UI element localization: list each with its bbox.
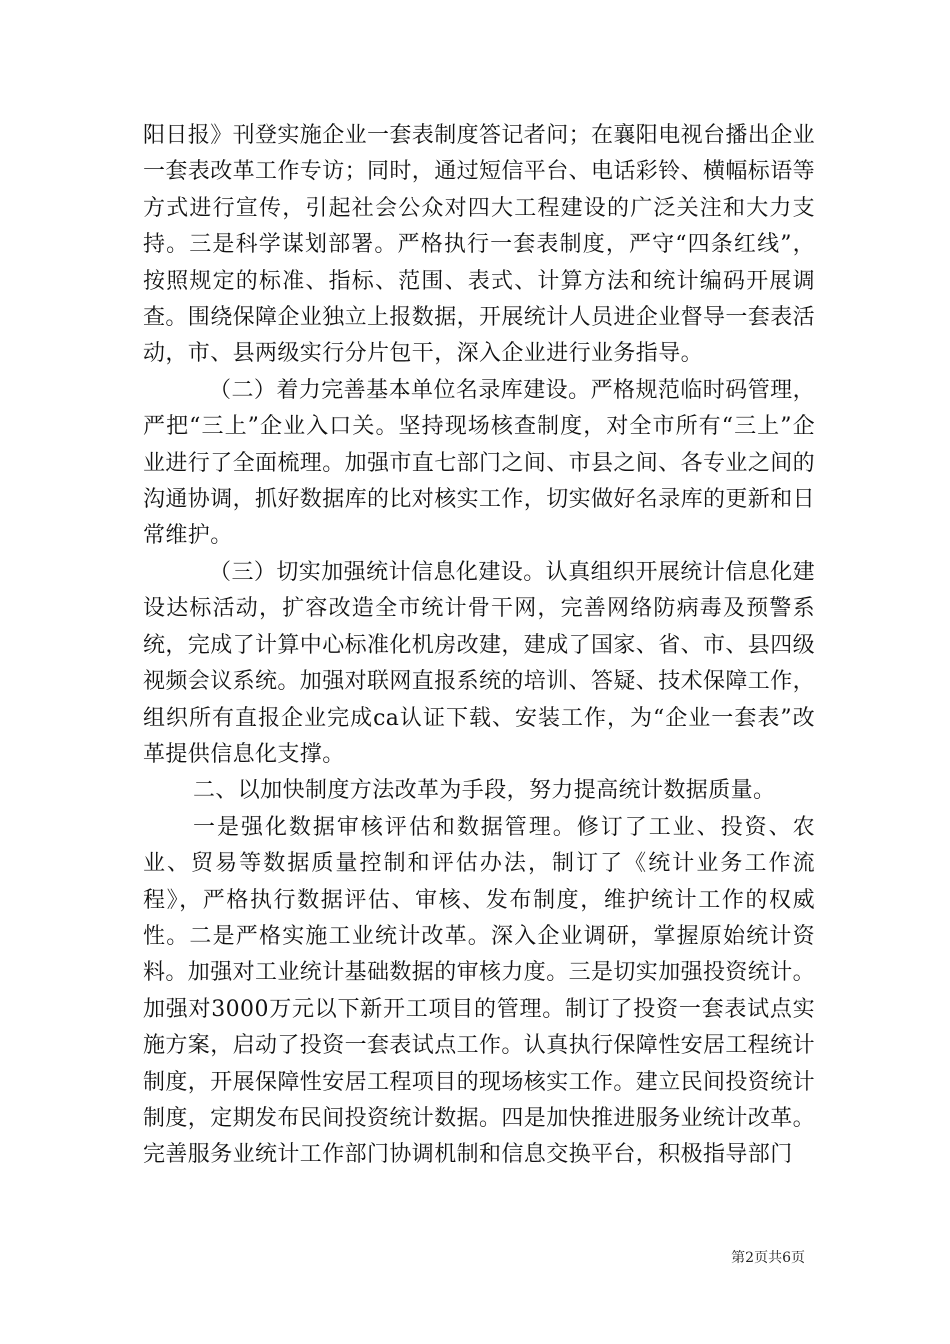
page-number: 第2页共6页	[731, 1250, 805, 1266]
paragraph-section-two: （二）着力完善基本单位名录库建设。严格规范临时码管理，严把“三上”企业入口关。坚持现场核查制度，对全市所有“三上”企业进行了全面梳理。加强市直七部门之间、市县之间、各专业之间的沟通协调，抓好数据库的比对核实工作，切实做好名录库的更新和日常维护。	[143, 377, 816, 549]
heading-second-part: 二、以加快制度方法改革为手段，努力提高统计数据质量。	[193, 778, 776, 804]
paragraph-section-three: （三）切实加强统计信息化建设。认真组织开展统计信息化建设达标活动，扩容改造全市统计骨干网，完善网络防病毒及预警系统，完成了计算中心标准化机房改建，建成了国家、省、市、县四级视频会议系统。加强对联网直报系统的培训、答疑、技术保障工作，组织所有直报企业完成ca认证下载、安装工作，为“企业一套表”改革提供信息化支撑。	[143, 559, 816, 767]
document-body	[143, 118, 815, 1174]
paragraph-continuation: 阳日报》刊登实施企业一套表制度答记者问；在襄阳电视台播出企业一套表改革工作专访；同时，通过短信平台、电话彩铃、横幅标语等方式进行宣传，引起社会公众对四大工程建设的广泛关注和大力支持。三是科学谋划部署。严格执行一套表制度，严守“四条红线”，按照规定的标准、指标、范围、表式、计算方法和统计编码开展调查。围绕保障企业独立上报数据，开展统计人员进企业督导一套表活动，市、县两级实行分片包干，深入企业进行业务指导。	[143, 123, 816, 367]
paragraph-data-quality: 一是强化数据审核评估和数据管理。修订了工业、投资、农业、贸易等数据质量控制和评估办法，制订了《统计业务工作流程》，严格执行数据评估、审核、发布制度，维护统计工作的权威性。二是严格实施工业统计改革。深入企业调研，掌握原始统计资料。加强对工业统计基础数据的审核力度。三是切实加强投资统计。加强对3000万元以下新开工项目的管理。制订了投资一套表试点实施方案，启动了投资一套表试点工作。认真执行保障性安居工程统计制度，开展保障性安居工程项目的现场核实工作。建立民间投资统计制度，定期发布民间投资统计数据。四是加快推进服务业统计改革。完善服务业统计工作部门协调机制和信息交换平台，积极指导部门	[143, 814, 816, 1168]
